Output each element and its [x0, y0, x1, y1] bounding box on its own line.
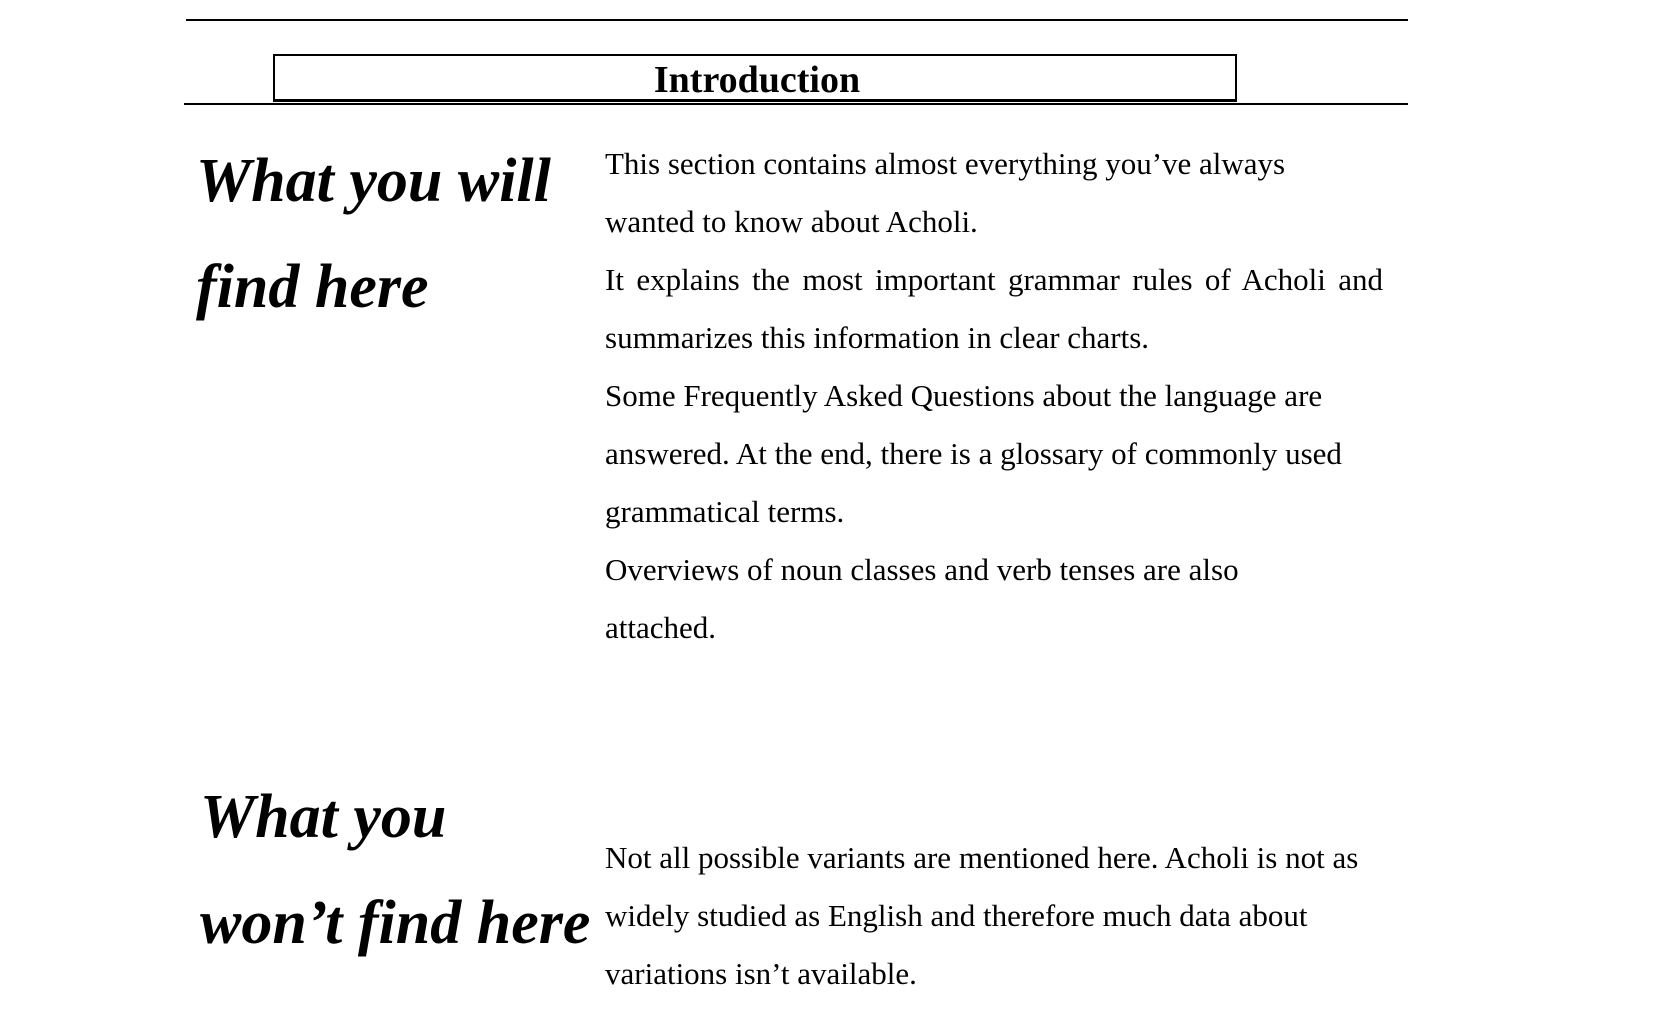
paragraph: Some Frequently Asked Questions about the language are answered. At the end, there is a glossary of commonly used grammatical terms.: [605, 378, 1342, 529]
paragraph: This section contains almost everything you’ve always wanted to know about Acholi.: [605, 146, 1286, 239]
what-you-wont-find-heading: [200, 764, 590, 976]
not-find-here-body: [605, 829, 1383, 1003]
what-you-will-find-heading: [196, 128, 551, 340]
top-rule: [186, 19, 1408, 21]
heading-line: find here: [196, 253, 429, 321]
section-title: Introduction: [653, 59, 861, 101]
heading-line: What you will: [196, 147, 551, 215]
heading-line: won’t find here: [200, 889, 591, 957]
section-title-box: [273, 54, 1237, 102]
bottom-rule: [184, 103, 1408, 105]
paragraph: It explains the most important grammar rules of Acholi and summarizes this information in clear charts.: [605, 262, 1383, 355]
paragraph: Overviews of noun classes and verb tenses are also attached.: [605, 552, 1239, 645]
heading-line: What you: [200, 783, 447, 851]
paragraph: Not all possible variants are mentioned here. Acholi is not as widely studied as English and therefore much data about variations isn’t available.: [605, 840, 1359, 991]
find-here-body: [605, 135, 1383, 657]
